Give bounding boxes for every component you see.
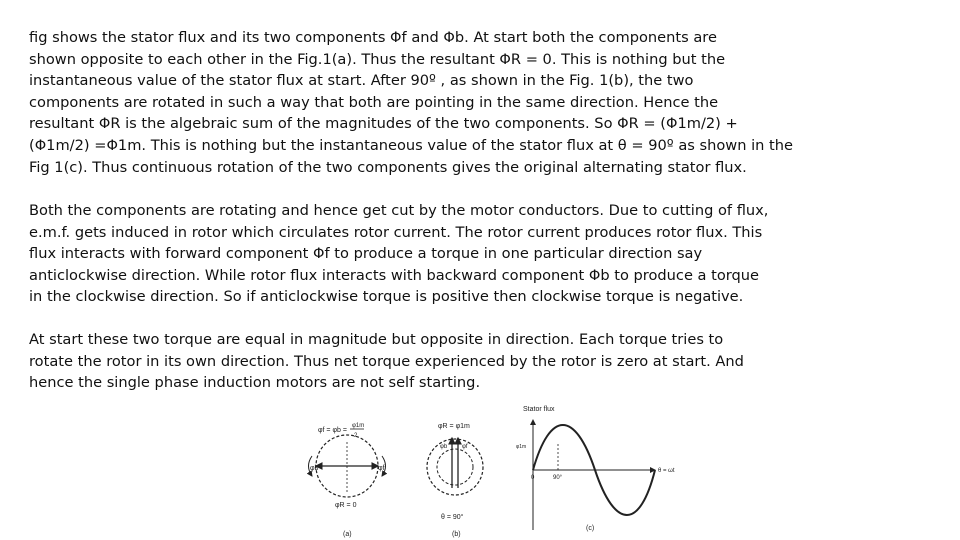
fig-c-caption: (c) xyxy=(586,525,595,532)
fig-a-top-equation-numerator: φ1m xyxy=(352,423,365,429)
fig-a-phi-b-label: φb xyxy=(310,465,319,472)
fig-a-top-equation-denominator: 2 xyxy=(354,433,358,439)
paragraph-not-self-starting: At start these two torque are equal in magnitude but opposite in direction. Each torque tries to rotate the rotor in its own direction. Thus net torque experienced by the rotor is zero at start. And hence the single phase induction motors are not self starting. xyxy=(29,331,744,392)
fig-b-phi-f-label: φf xyxy=(462,444,468,450)
fig-b-angle-label: θ = 90° xyxy=(441,514,464,521)
fig-c-title: Stator flux xyxy=(523,406,555,413)
figure-c xyxy=(516,406,675,532)
fig-c-origin-label: 0 xyxy=(531,475,535,481)
fig-b-inner-circle xyxy=(437,449,473,485)
fig-c-peak-label: φ1m xyxy=(516,444,527,450)
fig-b-phi-b-label: φb xyxy=(440,444,448,450)
paragraph-stator-flux-components: fig shows the stator flux and its two components Φf and Φb. At start both the components are shown opposite to each other in the Fig.1(a). Thus the resultant ΦR = 0. This is nothing but the instantaneous value of the stator flux at start. After 90º , as shown in the Fig. 1(b), the two components are rotated in such a way that both are pointing in the same direction. Hence the resultant ΦR is the algebraic sum of the magnitudes of the two components. So ΦR = (Φ1m/2) + (Φ1m/2) =Φ1m. This is nothing but the instantaneous value of the stator flux at θ = 90º as shown in the Fig 1(c). Thus continuous rotation of the two components gives the original alternating stator flux. xyxy=(29,29,793,176)
fig-c-tick-label: 90° xyxy=(553,475,563,481)
paragraph-rotor-torque: Both the components are rotating and hence get cut by the motor conductors. Due to cutting of flux, e.m.f. gets induced in rotor which circulates rotor current. The rotor current produces rotor flux. This flux interacts with forward component Φf to produce a torque in one particular direction say anticlockwise direction. While rotor flux interacts with backward component Φb to produce a torque in the clockwise direction. So if anticlockwise torque is positive then clockwise torque is negative. xyxy=(29,202,769,306)
fig-b-rotating-circle xyxy=(427,439,483,495)
figure-b xyxy=(427,423,483,538)
figure-a xyxy=(309,423,386,538)
fig-a-top-equation-lhs: φf = φb = xyxy=(318,427,347,434)
fig-b-resultant-label: φR = φ1m xyxy=(438,423,470,430)
fig-a-caption: (a) xyxy=(343,531,352,538)
fig-a-resultant-label: φR = 0 xyxy=(335,502,357,509)
fig-c-axis-label: θ = ωt xyxy=(658,468,675,474)
fig-a-phi-f-label: φf xyxy=(378,465,385,472)
fig-b-caption: (b) xyxy=(452,531,461,538)
